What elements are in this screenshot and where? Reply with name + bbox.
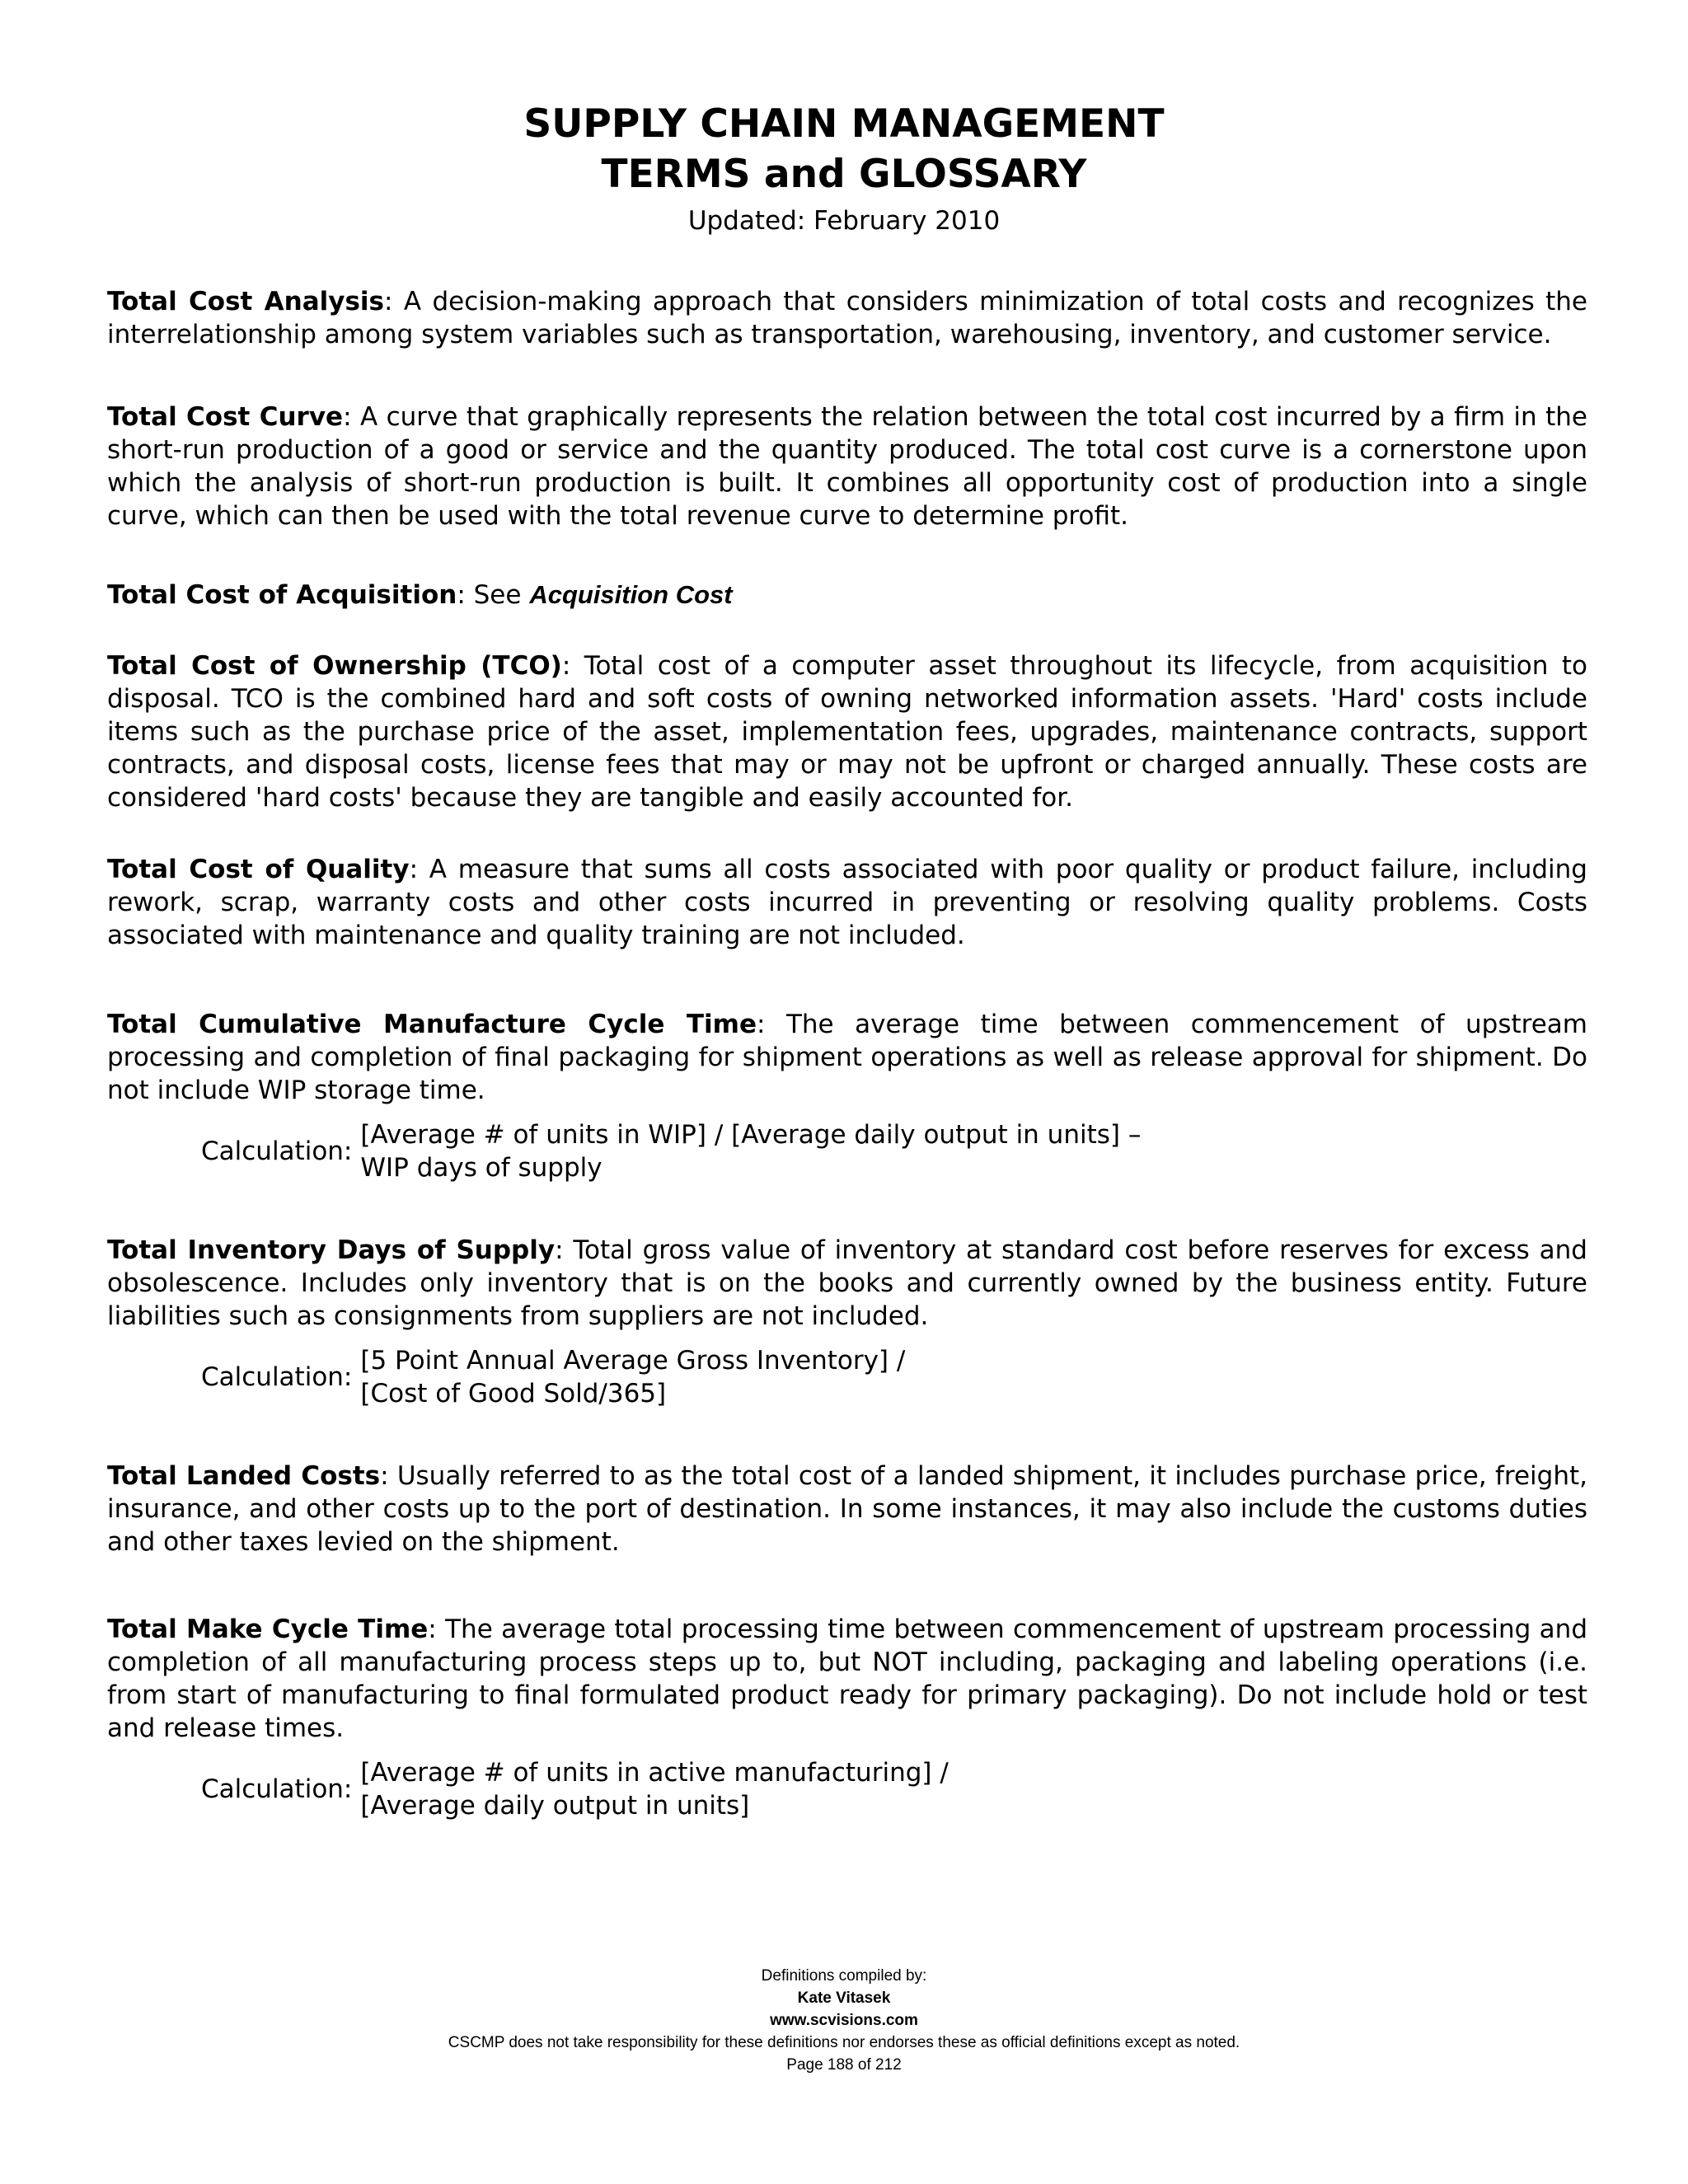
calculation <box>201 1756 1587 1822</box>
calculation-line: [Cost of Good Sold/365] <box>360 1379 667 1408</box>
entry-term: Total Cost of Quality <box>107 855 410 884</box>
page-footer <box>0 1965 1688 2076</box>
glossary-entry: Total Cost of Acquisition: See Acquisition Cost <box>107 580 733 610</box>
glossary-entry: Total Cost of Quality: A measure that sums all costs associated with poor quality or product failure, including rework, scrap, warranty costs and other costs incurred in preventing or resolving quality problems. Costs associated with maintenance and quality training are not included. <box>107 855 1587 950</box>
see-prefix: See <box>473 580 522 610</box>
entry-definition: Total gross value of inventory at standard cost before reserves for excess and obsolescence. Includes only inventory that is on the books and currently owned by the business entity. Future liabilities such as consignments from suppliers are not included. <box>107 1235 1587 1331</box>
calculation-line: [Average # of units in active manufacturing] / <box>360 1758 949 1788</box>
entry-definition: A measure that sums all costs associated with poor quality or product failure, including rework, scrap, warranty costs and other costs incurred in preventing or resolving quality problems. Costs associated with maintenance and quality training are not included. <box>107 855 1587 950</box>
calculation-formula <box>360 1344 905 1410</box>
website: www.scvisions.com <box>770 2012 918 2029</box>
glossary-entry: Total Cost of Ownership (TCO): Total cost of a computer asset throughout its lifecycle, from acquisition to disposal. TCO is the combined hard and soft costs of owning networked information assets. 'Hard' costs include items such as the purchase price of the asset, implementation fees, upgrades, maintenance contracts, support contracts, and disposal costs, license fees that may or may not be upfront or charged annually. These costs are considered 'hard costs' because they are tangible and easily accounted for. <box>107 651 1587 813</box>
disclaimer: CSCMP does not take responsibility for these definitions nor endorses these as official definitions except as noted. <box>448 2034 1240 2051</box>
calculation-label: Calculation: <box>201 1137 353 1166</box>
entry-definition: Usually referred to as the total cost of a landed shipment, it includes purchase price, freight, insurance, and other costs up to the port of destination. In some instances, it may also include the customs duties and other taxes levied on the shipment. <box>107 1461 1587 1557</box>
entry-definition: A curve that graphically represents the relation between the total cost incurred by a firm in the short-run production of a good or service and the quantity produced. The total cost curve is a cornerstone upon which the analysis of short-run production is built. It combines all opportunity cost of production into a single curve, which can then be used with the total revenue curve to determine profit. <box>107 402 1587 531</box>
entry-term: Total Cost of Acquisition <box>107 580 457 610</box>
glossary-entry: Total Landed Costs: Usually referred to as the total cost of a landed shipment, it includes purchase price, freight, insurance, and other costs up to the port of destination. In some instances, it may also include the customs duties and other taxes levied on the shipment. <box>107 1461 1587 1557</box>
glossary-entry: Total Make Cycle Time: The average total processing time between commencement of upstream processing and completion of all manufacturing process steps up to, but NOT including, packaging and labeling operations (i.e. from start of manufacturing to final formulated product ready for primary packaging). Do not include hold or test and release times. Calculation: [Average # of units in active manufacturing] / [Average daily output in units] <box>107 1615 1587 1821</box>
title-line-2: TERMS and GLOSSARY <box>601 152 1087 197</box>
page-number: Page 188 of 212 <box>786 2056 902 2074</box>
calculation-line: WIP days of supply <box>360 1153 603 1183</box>
calculation-line: [5 Point Annual Average Gross Inventory] / <box>360 1346 906 1376</box>
entry-term: Total Landed Costs <box>107 1461 381 1491</box>
glossary-entries <box>107 285 1587 1822</box>
calculation <box>201 1118 1587 1184</box>
updated-date: Updated: February 2010 <box>687 206 1001 236</box>
entry-term: Total Cost Curve <box>107 402 344 432</box>
page-header <box>0 99 1688 237</box>
entry-term: Total Cost of Ownership (TCO) <box>107 651 562 681</box>
author-name: Kate Vitasek <box>797 1990 891 2007</box>
entry-definition: The average total processing time between commencement of upstream processing and completion of all manufacturing process steps up to, but NOT including, packaging and labeling operations (i.e. from start of manufacturing to final formulated product ready for primary packaging). Do not include hold or test and release times. <box>107 1615 1587 1743</box>
entry-definition: A decision-making approach that considers minimization of total costs and recognizes the interrelationship among system variables such as transportation, warehousing, inventory, and customer service. <box>107 287 1588 349</box>
entry-term: Total Cumulative Manufacture Cycle Time <box>107 1010 757 1039</box>
entry-definition: The average time between commencement of upstream processing and completion of final packaging for shipment operations as well as release approval for shipment. Do not include WIP storage time. <box>107 1010 1587 1105</box>
calculation-formula <box>360 1118 1141 1184</box>
calculation-label: Calculation: <box>201 1774 353 1804</box>
glossary-entry: Total Cost Analysis: A decision-making approach that considers minimization of total costs and recognizes the interrelationship among system variables such as transportation, warehousing, inventory, and customer service. <box>107 287 1588 349</box>
calculation-formula <box>360 1756 948 1822</box>
glossary-entry: Total Cost Curve: A curve that graphically represents the relation between the total cost incurred by a firm in the short-run production of a good or service and the quantity produced. The total cost curve is a cornerstone upon which the analysis of short-run production is built. It combines all opportunity cost of production into a single curve, which can then be used with the total revenue curve to determine profit. <box>107 402 1587 531</box>
glossary-entry: Total Inventory Days of Supply: Total gross value of inventory at standard cost before reserves for excess and obsolescence. Includes only inventory that is on the books and currently owned by the business entity. Future liabilities such as consignments from suppliers are not included. Calculation: [5 Point Annual Average Gross Inventory] / [Cost of Good Sold/365] <box>107 1235 1587 1408</box>
entry-term: Total Cost Analysis <box>107 287 385 316</box>
calculation <box>201 1344 1587 1410</box>
glossary-entry: Total Cumulative Manufacture Cycle Time: The average time between commencement of upstream processing and completion of final packaging for shipment operations as well as release approval for shipment. Do not include WIP storage time. Calculation: [Average # of units in WIP] / [Average daily output in units] – WIP days of supply <box>107 1010 1587 1183</box>
title-line-1: SUPPLY CHAIN MANAGEMENT <box>523 101 1165 147</box>
entry-term: Total Make Cycle Time <box>107 1615 429 1644</box>
see-reference: Acquisition Cost <box>529 580 733 609</box>
entry-definition: Total cost of a computer asset throughout its lifecycle, from acquisition to disposal. TCO is the combined hard and soft costs of owning networked information assets. 'Hard' costs include items such as the purchase price of the asset, implementation fees, upgrades, maintenance contracts, support contracts, and disposal costs, license fees that may or may not be upfront or charged annually. These costs are considered 'hard costs' because they are tangible and easily accounted for. <box>107 651 1587 813</box>
calculation-line: [Average # of units in WIP] / [Average daily output in units] – <box>360 1120 1142 1150</box>
compiled-by: Definitions compiled by: <box>761 1967 927 1985</box>
calculation-line: [Average daily output in units] <box>360 1791 750 1821</box>
entry-term: Total Inventory Days of Supply <box>107 1235 556 1265</box>
calculation-label: Calculation: <box>201 1362 353 1392</box>
